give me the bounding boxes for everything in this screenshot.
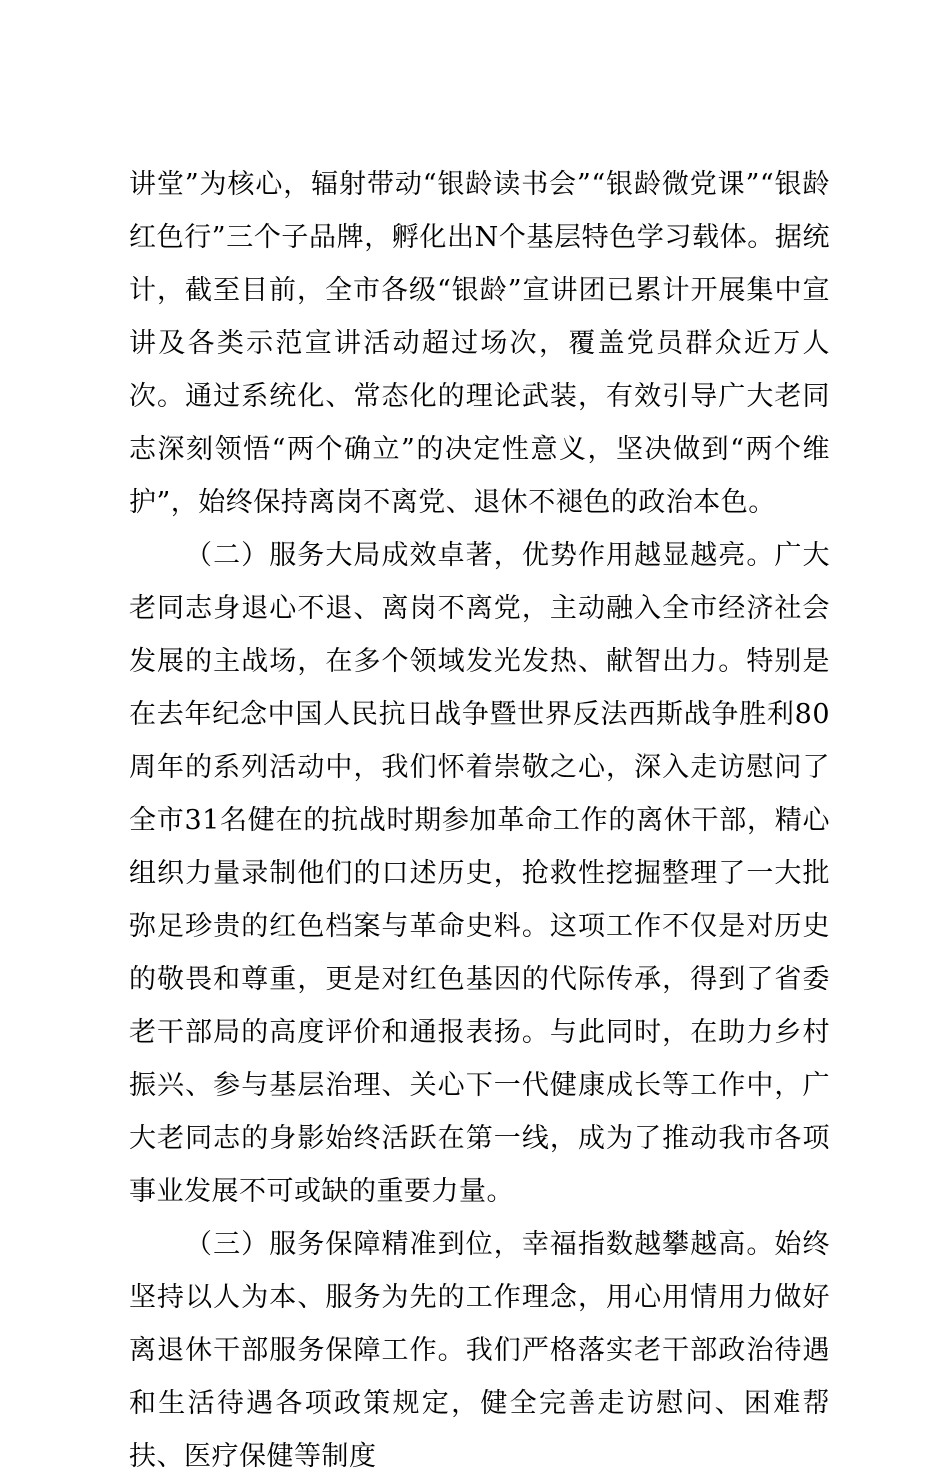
paragraph-section-3: （三）服务保障精准到位，幸福指数越攀越高。始终坚持以人为本、服务为先的工作理念，用心用情用力做好离退休干部服务保障工作。我们严格落实老干部政治待遇和生活待遇各项政策规定，健全完善走访慰问、困难帮扶、医疗保健等制度 <box>129 1229 830 1472</box>
paragraph-continued: 讲堂”为核心，辐射带动“银龄读书会”“银龄微党课”“银龄红色行”三个子品牌，孵化出N个基层特色学习载体。据统计，截至目前，全市各级“银龄”宣讲团已累计开展集中宣讲及各类示范宣讲活动超过场次，覆盖党员群众近万人次。通过系统化、常态化的理论武装，有效引导广大老同志深刻领悟“两个确立”的决定性意义，坚决做到“两个维护”，始终保持离岗不离党、退休不褪色的政治本色。 <box>129 169 830 518</box>
body-text <box>129 158 830 1483</box>
paragraph-section-2: （二）服务大局成效卓著，优势作用越显越亮。广大老同志身退心不退、离岗不离党，主动融入全市经济社会发展的主战场，在多个领域发光发热、献智出力。特别是在去年纪念中国人民抗日战争暨世界反法西斯战争胜利80周年的系列活动中，我们怀着崇敬之心，深入走访慰问了全市31名健在的抗战时期参加革命工作的离休干部，精心组织力量录制他们的口述历史，抢救性挖掘整理了一大批弥足珍贵的红色档案与革命史料。这项工作不仅是对历史的敬畏和尊重，更是对红色基因的代际传承，得到了省委老干部局的高度评价和通报表扬。与此同时，在助力乡村振兴、参与基层治理、关心下一代健康成长等工作中，广大老同志的身影始终活跃在第一线，成为了推动我市各项事业发展不可或缺的重要力量。 <box>129 540 830 1207</box>
